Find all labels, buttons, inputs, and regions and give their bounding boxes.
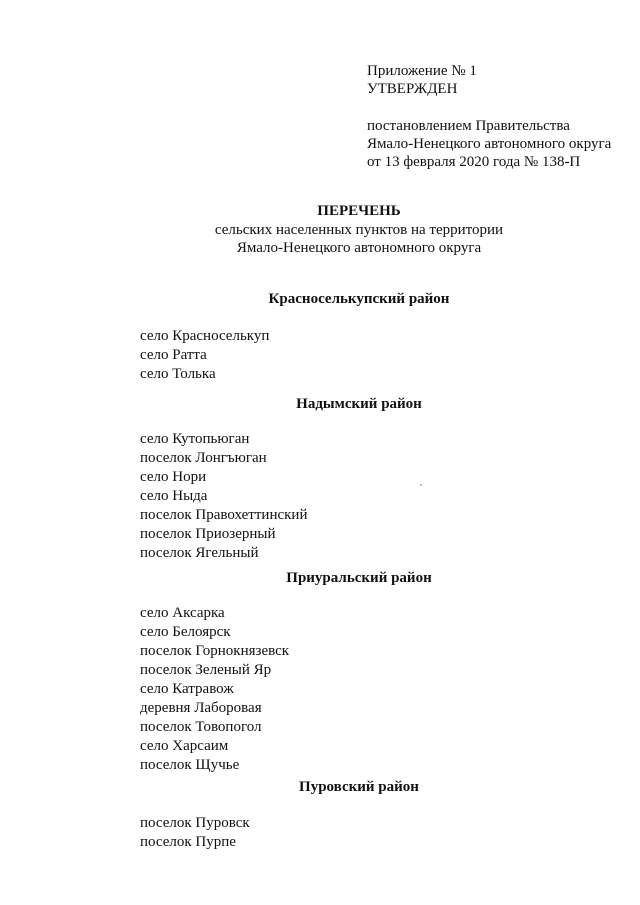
list-item: поселок Щучье xyxy=(140,757,240,773)
list-item: село Красноселькуп xyxy=(140,328,270,344)
list-item: село Нори xyxy=(140,469,207,485)
district-title: Надымский район xyxy=(296,396,422,412)
settlement-list xyxy=(140,430,307,563)
list-item: село Кутопьюган xyxy=(140,431,250,447)
list-item: село Белоярск xyxy=(140,624,231,640)
settlement-list xyxy=(140,327,269,384)
list-item: деревня Лаборовая xyxy=(140,700,262,716)
title-heading: ПЕРЕЧЕНЬ xyxy=(317,203,401,219)
list-item: село Харсаим xyxy=(140,738,229,754)
list-item: село Толька xyxy=(140,366,216,382)
list-item: поселок Лонгъюган xyxy=(140,450,267,466)
scan-speck xyxy=(420,484,422,486)
title-line-2: Ямало-Ненецкого автономного округа xyxy=(236,240,482,256)
list-item: село Ратта xyxy=(140,347,207,363)
list-item: село Катравож xyxy=(140,681,234,697)
list-item: село Аксарка xyxy=(140,605,225,621)
list-item: село Ныда xyxy=(140,488,208,504)
approval-header xyxy=(367,62,611,171)
decree-line-2: Ямало-Ненецкого автономного округа xyxy=(367,136,612,152)
document-title xyxy=(0,202,640,257)
decree-line-1: постановлением Правительства xyxy=(367,118,570,134)
approved-label: УТВЕРЖДЕН xyxy=(367,81,458,97)
list-item: поселок Пурпе xyxy=(140,834,236,850)
list-item: поселок Товопогол xyxy=(140,719,262,735)
list-item: поселок Правохеттинский xyxy=(140,507,308,523)
title-line-1: сельских населенных пунктов на территории xyxy=(214,222,504,238)
decree-date: от 13 февраля 2020 года № 138-П xyxy=(367,154,581,170)
settlement-list xyxy=(140,814,250,852)
district-title: Красноселькупский район xyxy=(268,291,450,307)
list-item: поселок Ягельный xyxy=(140,545,259,561)
district-title: Приуральский район xyxy=(286,570,432,586)
settlement-list xyxy=(140,604,289,775)
list-item: поселок Горнокнязевск xyxy=(140,643,290,659)
district-title: Пуровский район xyxy=(299,779,419,795)
list-item: поселок Приозерный xyxy=(140,526,276,542)
list-item: поселок Пуровск xyxy=(140,815,250,831)
list-item: поселок Зеленый Яр xyxy=(140,662,272,678)
appendix-number: Приложение № 1 xyxy=(367,63,477,79)
